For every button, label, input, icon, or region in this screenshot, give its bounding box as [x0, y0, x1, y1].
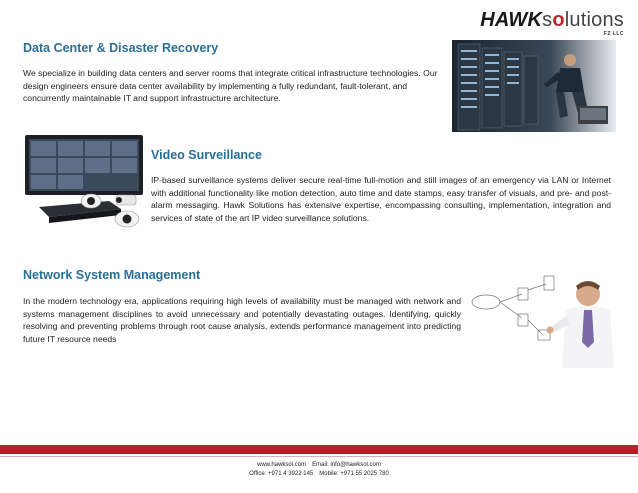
footer-mobile-phone: Mobile: +971 55 2025 780: [319, 471, 389, 477]
logo-subtitle: FZ LLC: [603, 31, 624, 37]
footer-office-phone: Office: +971 4 3922 145: [249, 471, 314, 477]
data-center-title: Data Center & Disaster Recovery: [23, 41, 219, 55]
footer-contact: [0, 461, 638, 479]
footer-line-2: [0, 470, 638, 479]
surveillance-equipment-photo: [21, 131, 147, 235]
video-surveillance-title: Video Surveillance: [151, 148, 262, 162]
company-logo: [480, 10, 624, 37]
logo-wordmark: HAWKsolutions: [480, 9, 624, 31]
footer-email[interactable]: Email: info@hawksol.com: [312, 462, 381, 468]
network-management-description: In the modern technology era, applications requiring high levels of availability must be managed with network and systems management disciplines to avoid unnecessary and potentially devastating outages. Identifying, quickly resolving and preventing problems through root cause analysis, extends performance management into predicting future IT resource needs: [23, 296, 461, 344]
data-center-description: We specialize in building data centers and server rooms that integrate critical infrastructure technologies. Our design engineers ensure data center availability by implementing a fully redundant, fault-tolerant, and concurrently maintainable IT and support infrastructure architecture.: [23, 68, 438, 104]
network-diagram-photo: [470, 272, 614, 368]
network-management-title: Network System Management: [23, 268, 201, 282]
footer-divider: [0, 456, 638, 457]
footer-website[interactable]: www.hawksol.com: [257, 462, 307, 468]
data-center-photo: [452, 40, 616, 132]
video-surveillance-description: IP-based surveillance systems deliver secure real-time full-motion and still images of an emergency via LAN or Internet with additional functionality like motion detection, auto time and date stamps, easy transfer of visuals, and pre- and post-alarm messaging. Hawk Solutions has extensive expertise, encompassing consulting, implementation, integration and services of state of the art IP video surveillance solutions.: [151, 175, 611, 223]
footer-red-bar: [0, 445, 638, 454]
footer-line-1: [0, 461, 638, 470]
